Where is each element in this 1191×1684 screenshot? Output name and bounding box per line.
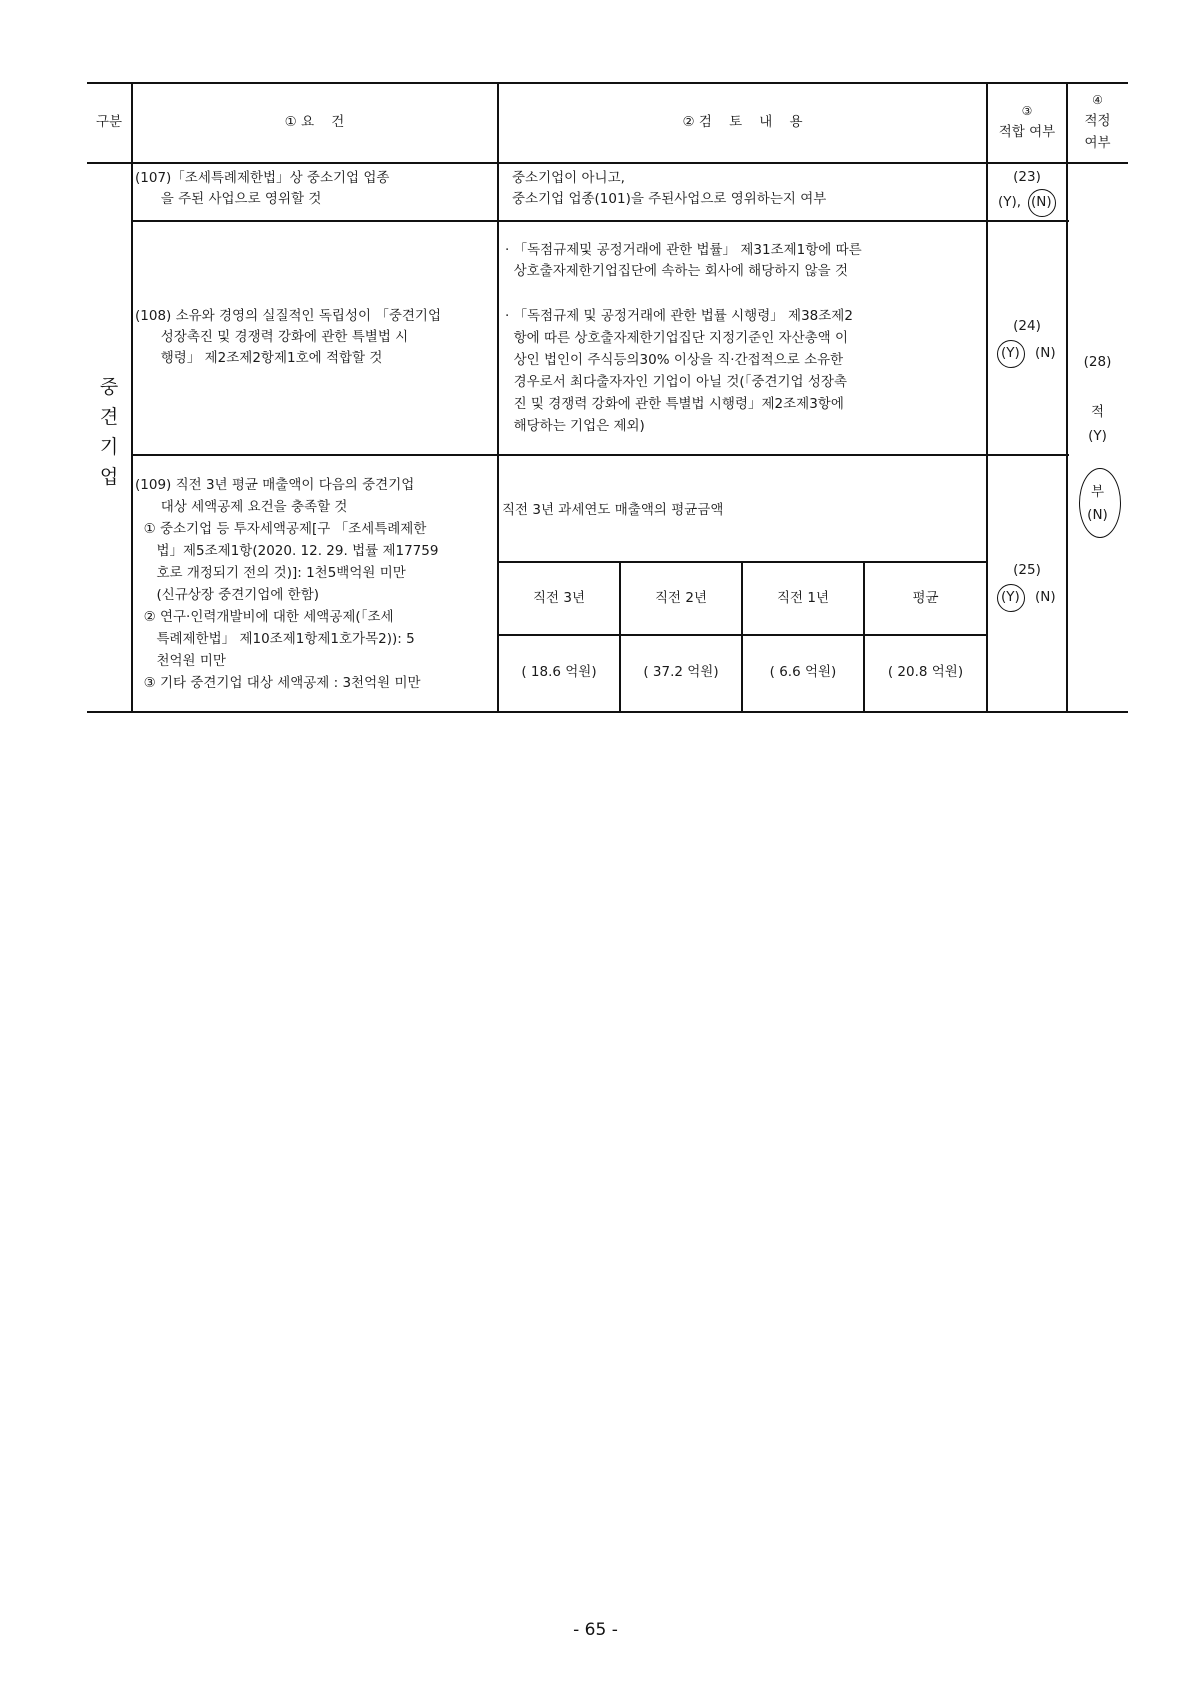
requirement-109-line-6: (신규상장 중견기업에 한함) — [135, 587, 320, 603]
header-requirement: ① 요 건 — [284, 114, 345, 130]
header-final-num: ④ — [1092, 93, 1103, 107]
review-107-line-1: 중소기업이 아니고, — [512, 170, 625, 186]
category-label: 중 견 기 업 — [99, 376, 119, 488]
final-no: (N) — [1087, 507, 1108, 523]
review-108-bullet-1-line-2: 상호출자제한기업집단에 속하는 회사에 해당하지 않을 것 — [505, 263, 849, 279]
review-109-text: 직전 3년 과세연도 매출액의 평균금액 — [502, 502, 724, 518]
final-yes-label: 적 — [1090, 404, 1105, 420]
final-selected-no-ellipse — [1079, 468, 1121, 538]
requirement-108-line-2: 성장촉진 및 경쟁력 강화에 관한 특별법 시 — [135, 329, 409, 345]
review-108-bullet-2-line-4: 경우로서 최다출자자인 기업이 아닐 것(「중견기업 성장촉 — [505, 374, 847, 390]
final-num: (28) — [1083, 354, 1112, 370]
final-no-label: 부 — [1090, 484, 1105, 500]
header-final-label-2: 여부 — [1084, 135, 1111, 151]
review-108-bullet-2-line-5: 진 및 경쟁력 강화에 관한 특별법 시행령」제2조제3항에 — [505, 396, 844, 412]
revenue-header-avg: 평균 — [912, 590, 939, 606]
requirement-109-line-7: ② 연구·인력개발비에 대한 세액공제(「조세 — [135, 609, 394, 625]
revenue-header-1y: 직전 1년 — [776, 590, 829, 606]
requirement-109-line-10: ③ 기타 중견기업 대상 세액공제 : 3천억원 미만 — [135, 675, 421, 691]
result-107-no: (N) — [1031, 194, 1052, 210]
revenue-value-2y: ( 37.2 억원) — [643, 664, 719, 680]
result-108-num: (24) — [1013, 318, 1041, 334]
requirement-108-line-1: (108) 소유와 경영의 실질적인 독립성이 「중견기업 — [135, 308, 441, 324]
revenue-header-2y: 직전 2년 — [654, 590, 707, 606]
revenue-col-divider-1 — [619, 562, 621, 712]
row-107-bottom-border — [131, 220, 1069, 222]
selected-no-circle-107 — [1028, 189, 1056, 217]
revenue-header-top-border — [498, 561, 988, 563]
requirement-109-line-4: 법」제5조제1항(2020. 12. 29. 법률 제17759 — [135, 543, 439, 559]
result-109-no: (N) — [1035, 589, 1056, 605]
result-109-yes: (Y) — [1001, 589, 1020, 605]
review-108-bullet-2-line-1: · 「독점규제 및 공정거래에 관한 법률 시행령」 제38조제2 — [505, 308, 853, 324]
col-divider-requirement — [497, 83, 499, 712]
col-divider-category — [131, 83, 133, 712]
requirement-109-line-9: 천억원 미만 — [135, 653, 226, 669]
requirement-109-line-1: (109) 직전 3년 평균 매출액이 다음의 중견기업 — [135, 477, 415, 493]
selected-yes-circle-108 — [997, 340, 1025, 368]
table-top-border — [87, 82, 1128, 84]
requirement-109-line-8: 특례제한법」 제10조제1항제1호가목2)): 5 — [135, 631, 415, 647]
requirement-109-line-5: 호로 개정되기 전의 것)]: 1천5백억원 미만 — [135, 565, 406, 581]
table-bottom-border — [87, 711, 1128, 713]
result-109-num: (25) — [1013, 562, 1041, 578]
requirement-107-line-1: (107)「조세특례제한법」상 중소기업 업종 — [135, 170, 390, 186]
review-107-line-2: 중소기업 업종(101)을 주된사업으로 영위하는지 여부 — [512, 191, 827, 207]
header-suitability-label: 적합 여부 — [998, 124, 1056, 140]
review-108-bullet-2-line-6: 해당하는 기업은 제외) — [505, 418, 645, 434]
review-108-bullet-2-line-3: 상인 법인이 주식등의30% 이상을 직·간접적으로 소유한 — [505, 352, 844, 368]
requirement-109-line-3: ① 중소기업 등 투자세액공제[구 「조세특례제한 — [135, 521, 427, 537]
requirement-108-line-3: 행령」 제2조제2항제1호에 적합할 것 — [135, 350, 383, 366]
page-number: - 65 - — [573, 1620, 618, 1640]
review-108-bullet-1-line-1: · 「독점규제및 공정거래에 관한 법률」 제31조제1항에 따른 — [505, 242, 862, 258]
header-suitability-num: ③ — [1021, 104, 1033, 118]
requirement-109-line-2: 대상 세액공제 요건을 충족할 것 — [135, 499, 348, 515]
revenue-col-divider-2 — [741, 562, 743, 712]
result-107-num: (23) — [1013, 169, 1041, 185]
review-108-bullet-2-line-2: 항에 따른 상호출자제한기업집단 지정기준인 자산총액 이 — [505, 330, 849, 346]
result-108-yes: (Y) — [1001, 345, 1020, 361]
revenue-header-3y: 직전 3년 — [532, 590, 585, 606]
requirement-107-line-2: 을 주된 사업으로 영위할 것 — [135, 191, 322, 207]
header-bottom-border — [87, 162, 1128, 164]
revenue-value-avg: ( 20.8 억원) — [887, 664, 964, 680]
result-107-yes: (Y), — [998, 194, 1022, 210]
revenue-value-1y: ( 6.6 억원) — [769, 664, 837, 680]
header-category: 구분 — [95, 114, 123, 130]
revenue-col-divider-3 — [863, 562, 865, 712]
revenue-value-3y: ( 18.6 억원) — [521, 664, 597, 680]
header-review: ② 검 토 내 용 — [682, 114, 803, 130]
selected-yes-circle-109 — [997, 584, 1025, 612]
header-final-label-1: 적정 — [1084, 113, 1111, 129]
result-108-no: (N) — [1035, 345, 1056, 361]
row-108-bottom-border — [131, 454, 1069, 456]
revenue-values-top-border — [498, 634, 988, 636]
final-yes: (Y) — [1088, 428, 1107, 444]
